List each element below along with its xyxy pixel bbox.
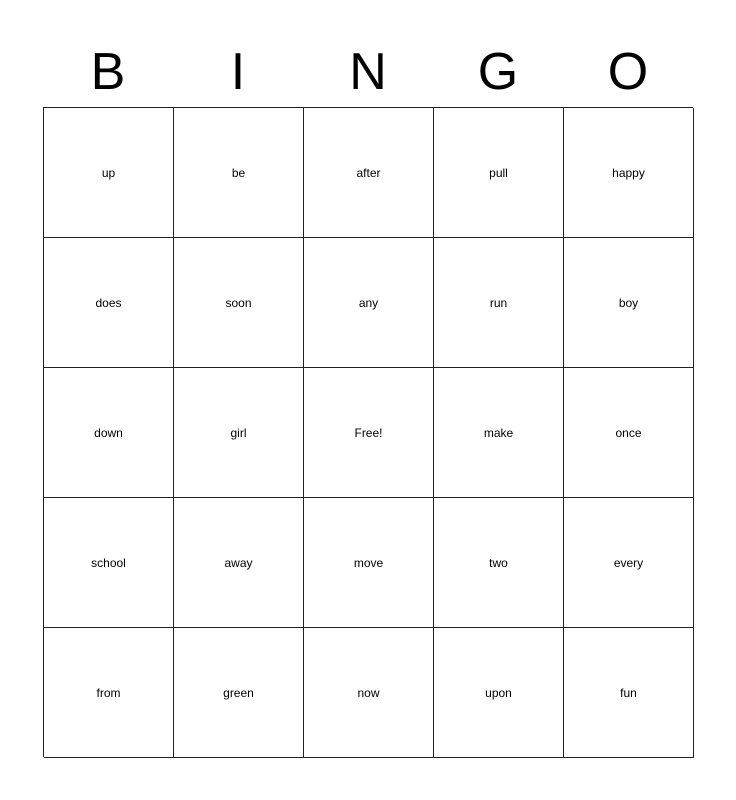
bingo-cell[interactable]: move [304,498,434,628]
header-letter-i: I [230,43,246,101]
bingo-cell[interactable]: away [174,498,304,628]
bingo-cell[interactable]: girl [174,368,304,498]
bingo-cell[interactable]: every [564,498,694,628]
bingo-cell[interactable]: make [434,368,564,498]
header-letter-g: G [477,43,519,101]
header-letter-b: B [90,43,126,101]
header-letter-o: O [607,43,649,101]
bingo-cell[interactable]: run [434,238,564,368]
bingo-cell[interactable]: any [304,238,434,368]
bingo-cell[interactable]: be [174,108,304,238]
bingo-cell[interactable]: green [174,628,304,758]
bingo-cell[interactable]: down [44,368,174,498]
free-space-cell[interactable]: Free! [304,368,434,498]
bingo-header [43,40,693,104]
bingo-cell[interactable]: school [44,498,174,628]
bingo-cell[interactable]: once [564,368,694,498]
bingo-board [43,107,693,757]
bingo-cell[interactable]: happy [564,108,694,238]
bingo-cell[interactable]: now [304,628,434,758]
header-letter-n: N [349,43,387,101]
bingo-cell[interactable]: fun [564,628,694,758]
bingo-cell[interactable]: after [304,108,434,238]
bingo-cell[interactable]: from [44,628,174,758]
bingo-cell[interactable]: soon [174,238,304,368]
bingo-cell[interactable]: pull [434,108,564,238]
bingo-cell[interactable]: does [44,238,174,368]
bingo-cell[interactable]: up [44,108,174,238]
bingo-cell[interactable]: two [434,498,564,628]
bingo-cell[interactable]: upon [434,628,564,758]
bingo-cell[interactable]: boy [564,238,694,368]
